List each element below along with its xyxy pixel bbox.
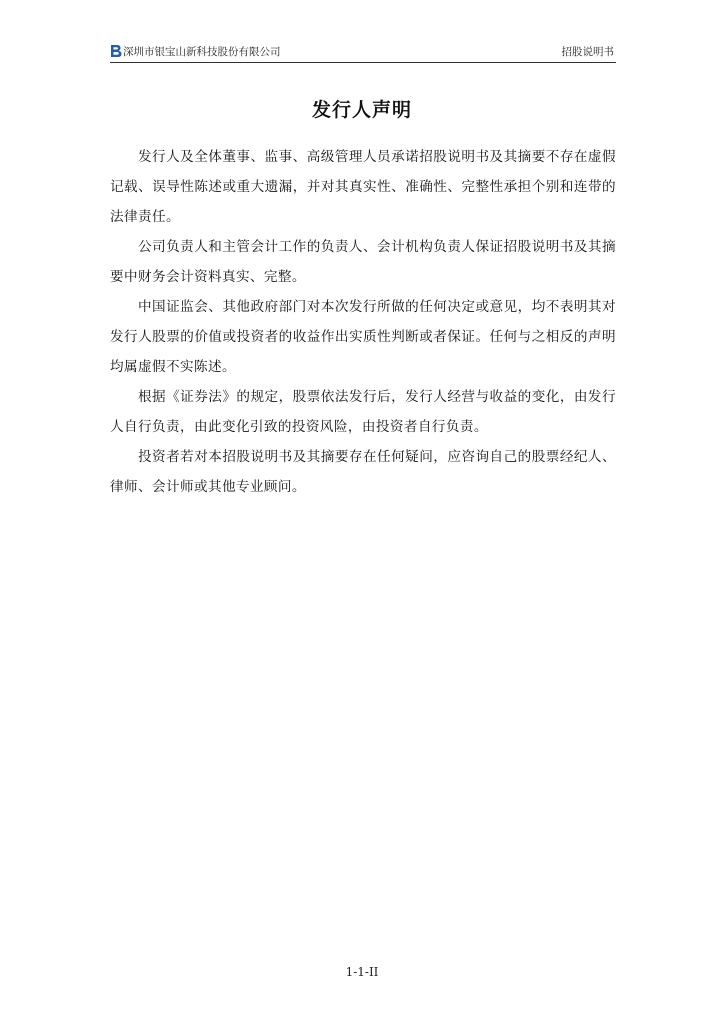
declaration-paragraph: 投资者若对本招股说明书及其摘要存在任何疑问，应咨询自己的股票经纪人、律师、会计师或其他专业顾问。: [110, 449, 616, 495]
declaration-paragraph: 中国证监会、其他政府部门对本次发行所做的任何决定或意见，均不表明其对发行人股票的价值或投资者的收益作出实质性判断或者保证。任何与之相反的声明均属虚假不实陈述。: [110, 299, 616, 375]
company-name: 深圳市银宝山新科技股份有限公司: [123, 46, 281, 58]
declaration-paragraph: 公司负责人和主管会计工作的负责人、会计机构负责人保证招股说明书及其摘要中财务会计资料真实、完整。: [110, 239, 616, 285]
declaration-paragraph: 发行人及全体董事、监事、高级管理人员承诺招股说明书及其摘要不存在虚假记载、误导性陈述或重大遗漏，并对其真实性、准确性、完整性承担个别和连带的法律责任。: [110, 149, 616, 225]
declaration-paragraph: 根据《证券法》的规定，股票依法发行后，发行人经营与收益的变化，由发行人自行负责，由此变化引致的投资风险，由投资者自行负责。: [110, 389, 616, 435]
page-header: [110, 42, 616, 63]
page-title: 发行人声明: [311, 99, 412, 121]
page-number: 1-1-II: [345, 965, 379, 979]
declaration-body: [110, 142, 616, 502]
document-type-label: 招股说明书: [561, 46, 614, 58]
company-logo-icon: [110, 44, 122, 58]
